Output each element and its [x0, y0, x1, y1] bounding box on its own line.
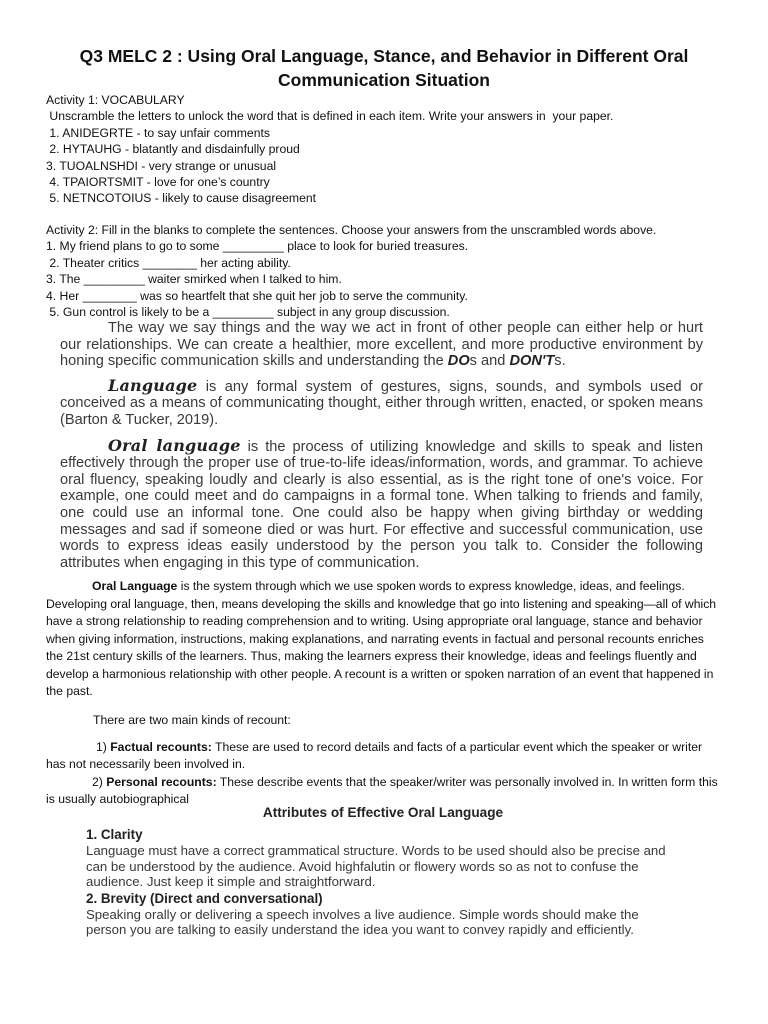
- intro-paragraph-2: [60, 375, 703, 429]
- list-item: 1. ANIDEGRTE - to say unfair comments: [46, 125, 270, 140]
- intro-text-1c: s.: [554, 353, 566, 370]
- oral-language-text: [46, 578, 722, 701]
- list-item: 4. Her ________ was so heartfelt that she quit her job to serve the community.: [46, 288, 468, 303]
- intro-paragraph-3: [60, 435, 703, 572]
- attribute-2-heading: 2. Brevity (Direct and conversational): [86, 890, 323, 906]
- oral-language-body: is the system through which we use spoken words to express knowledge, ideas, and feelings. Developing oral language, then, means developing the skills and knowledge that go into listening and speaking—all of which have a strong relationship to reading comprehension and to writing. Using appropriate oral language, stance and behavior when giving information, instructions, making explanations, and narrating events in factual and personal recounts enriches the 21st century skills of the learners. Thus, making the learners express their knowledge, ideas and feelings fluently and develop a harmonious relationship with other people. A recount is a written or spoken narration of an event that happened in the past.: [46, 579, 717, 698]
- recount-intro: There are two main kinds of recount:: [93, 713, 291, 727]
- attributes-section: [86, 805, 680, 938]
- title-line-1: Q3 MELC 2 : Using Oral Language, Stance, and Behavior in Different Oral: [79, 46, 689, 66]
- intro-text-1b: s and: [469, 353, 510, 370]
- oral-language-term: Oral language: [108, 435, 241, 455]
- list-item: 3. TUOALNSHDI - very strange or unusual: [46, 158, 277, 173]
- recount-factual: [46, 739, 722, 774]
- intro-passage: [60, 320, 703, 571]
- list-item: 4. TPAIORTSMIT - love for one’s country: [46, 175, 270, 190]
- personal-recounts-term: Personal recounts:: [106, 774, 217, 789]
- activity-1-instruction: Unscramble the letters to unlock the word that is defined in each item. Write your answers in your paper.: [46, 109, 614, 124]
- list-item: 5. Gun control is likely to be a _________ subject in any group discussion.: [46, 305, 450, 320]
- recount-personal: [46, 774, 722, 809]
- list-item: 3. The _________ waiter smirked when I talked to him.: [46, 272, 342, 287]
- factual-recounts-text: These are used to record details and facts of a particular event which the speaker or writer has not necessarily been involved in.: [46, 739, 703, 771]
- activity-2-heading: Activity 2: Fill in the blanks to complete the sentences. Choose your answers from the unscrambled words above.: [46, 223, 657, 237]
- personal-recounts-text: These describe events that the speaker/writer was personally involved in. In written form this is usually autobiographical: [46, 774, 718, 806]
- list-item: 1. My friend plans to go to some _________ place to look for buried treasures.: [46, 239, 469, 254]
- language-term: Language: [108, 375, 198, 395]
- factual-recounts-term: Factual recounts:: [110, 739, 212, 754]
- oral-language-paragraph: [46, 578, 722, 701]
- intro-paragraph-1: [60, 320, 703, 370]
- list-item: 2. HYTAUHG - blatantly and disdainfully proud: [46, 142, 300, 157]
- attribute-2-text: Speaking orally or delivering a speech involves a live audience. Simple words should make the person you are talking to easily understand the idea you want to convey rapidly and efficiently.: [86, 906, 639, 937]
- attribute-1-text: Language must have a correct grammatical structure. Words to be used should also be precise and can be understood by the audience. Avoid highfalutin or flowery words so as not to confuse the audience. Just keep it simple and straightforward.: [86, 843, 666, 889]
- donts-term: DON'T: [509, 353, 555, 370]
- list-item: 2. Theater critics ________ her acting ability.: [46, 255, 291, 270]
- recount-1-number: 1): [96, 739, 111, 754]
- activity-1: [46, 92, 726, 207]
- title-line-2: Communication Situation: [278, 70, 490, 90]
- page-title: [40, 44, 728, 92]
- attributes-title: Attributes of Effective Oral Language: [262, 805, 504, 820]
- intro-text-1: The way we say things and the way we act in front of other people can either help or hurt our relationships. We can create a healthier, more excellent, and more productive environment by honing specific communication skills and understanding the: [60, 320, 703, 370]
- intro-text-3: is the process of utilizing knowledge and skills to speak and listen effectively through the proper use of true-to-life ideas/information, words, and grammar. To achieve oral fluency, speaking loudly and clearly is also essential, as is the right tone of one's voice. For example, one could meet and do campaigns in a formal tone. When talking to friends and family, one could use an informal tone. One could also be happy when giving birthday or wedding messages and sad if someone died or was hurt. For effective and successful communication, use words to express ideas easily understood by the person you talk to. Consider the following attributes when engaging in this type of communication.: [60, 438, 703, 571]
- intro-text-2: is any formal system of gestures, signs, sounds, and symbols used or conceived as a means of communicating thought, either through written, enacted, or spoken means (Barton & Tucker, 2019).: [60, 378, 703, 428]
- attribute-1-heading: 1. Clarity: [86, 827, 143, 842]
- oral-language-bold: Oral Language: [92, 579, 178, 593]
- recount-2-number: 2): [92, 774, 107, 789]
- list-item: 5. NETNCOTOIUS - likely to cause disagreement: [46, 191, 317, 206]
- dos-term: DO: [447, 353, 470, 370]
- activity-2: [46, 222, 726, 320]
- activity-1-heading: Activity 1: VOCABULARY: [46, 93, 185, 107]
- recount-section: [46, 712, 722, 809]
